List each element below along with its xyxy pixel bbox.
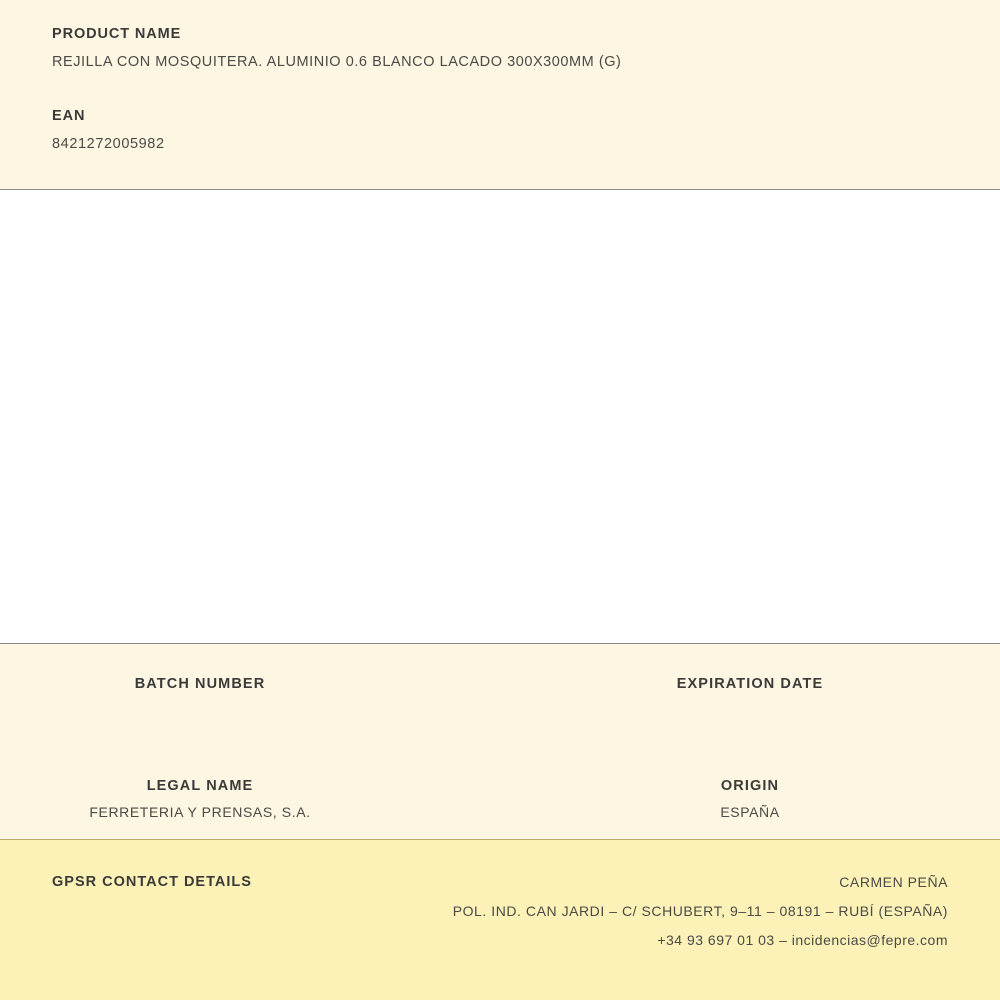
ean-label: EAN [52, 108, 86, 124]
batch-number-cell [0, 676, 500, 720]
gpsr-contact-details [252, 874, 948, 961]
origin-label: ORIGIN [720, 778, 780, 794]
gpsr-address: POL. IND. CAN JARDI – C/ SCHUBERT, 9–11 – 08191 – RUBÍ (ESPAÑA) [452, 903, 948, 919]
legal-name-label: LEGAL NAME [146, 778, 254, 794]
product-image-area [0, 190, 1000, 644]
ean-value: 8421272005982 [52, 136, 165, 152]
spacer [52, 70, 948, 108]
batch-number-label: BATCH NUMBER [134, 676, 266, 692]
product-details-block [0, 644, 1000, 840]
product-name-value: REJILLA CON MOSQUITERA. ALUMINIO 0.6 BLANCO LACADO 300X300MM (G) [52, 54, 622, 70]
legal-name-cell [0, 778, 500, 822]
gpsr-phone-email: +34 93 697 01 03 – incidencias@fepre.com [657, 932, 948, 948]
origin-cell [500, 778, 1000, 822]
product-info-block [0, 0, 1000, 190]
batch-number-value [0, 702, 400, 720]
batch-expiration-row [0, 644, 1000, 720]
gpsr-contact-label: GPSR CONTACT DETAILS [52, 874, 252, 890]
gpsr-footer [0, 840, 1000, 1000]
gpsr-contact-name: CARMEN PEÑA [839, 874, 948, 890]
product-name-label: PRODUCT NAME [52, 26, 182, 42]
expiration-date-label: EXPIRATION DATE [676, 676, 824, 692]
expiration-date-value [500, 702, 1000, 720]
legal-origin-row [0, 720, 1000, 822]
legal-name-value: FERRETERIA Y PRENSAS, S.A. [89, 804, 311, 820]
expiration-date-cell [500, 676, 1000, 720]
origin-value: ESPAÑA [720, 804, 780, 820]
